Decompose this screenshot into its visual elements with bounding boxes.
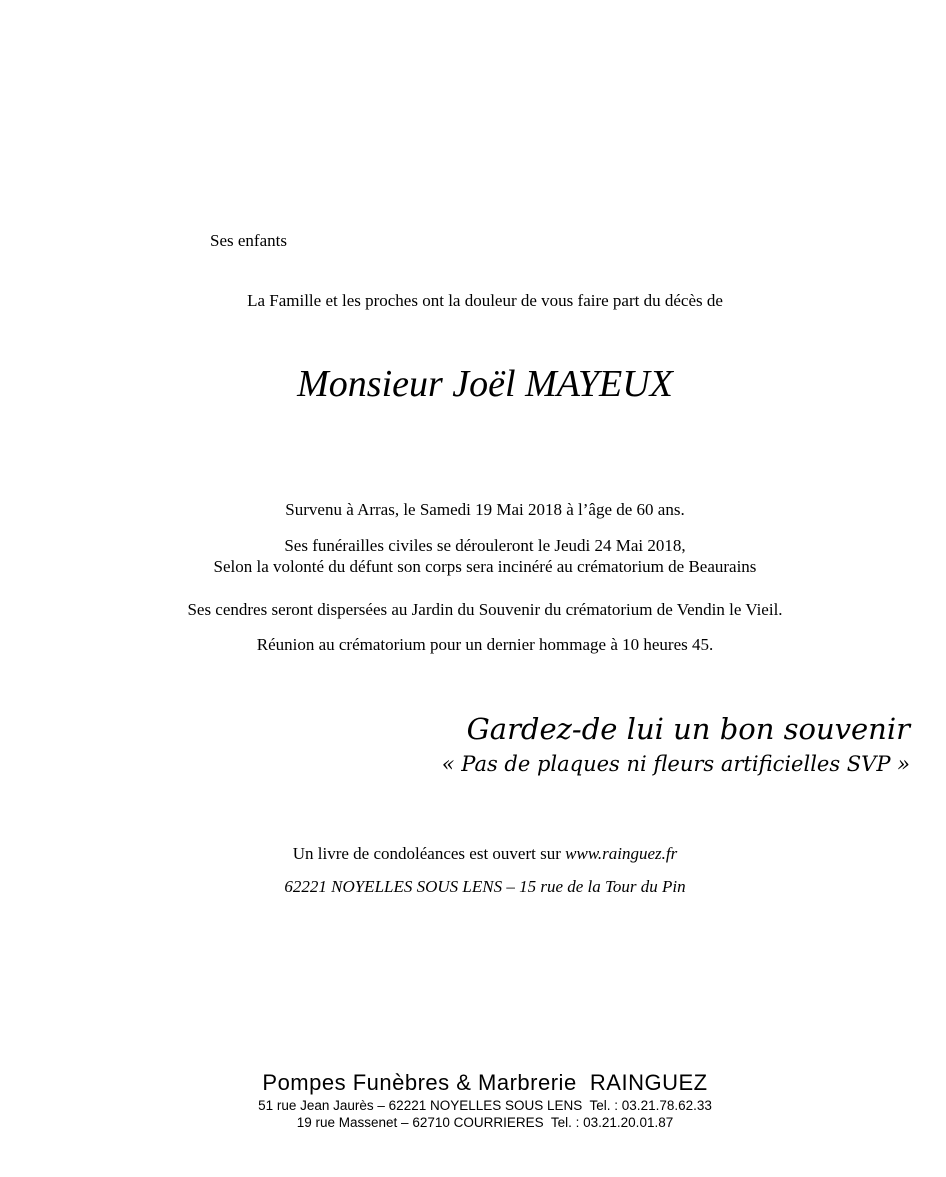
intro-line: La Famille et les proches ont la douleur de vous faire part du décès de bbox=[247, 291, 723, 310]
funeral-line-1: Ses funérailles civiles se dérouleront le Jeudi 24 Mai 2018, bbox=[284, 536, 686, 555]
funeral-home-name: Pompes Funèbres & Marbrerie RAINGUEZ bbox=[262, 1070, 708, 1095]
tribute-line-1: Gardez-de lui un bon souvenir bbox=[466, 712, 910, 746]
gathering-line: Réunion au crématorium pour un dernier hommage à 10 heures 45. bbox=[256, 635, 714, 654]
relatives-line: Ses enfants bbox=[210, 231, 287, 250]
condolence-book-text: Un livre de condoléances est ouvert sur bbox=[292, 844, 566, 863]
tribute-line-2: « Pas de plaques ni fleurs artificielles SVP » bbox=[441, 752, 910, 776]
condolence-address-line: 62221 NOYELLES SOUS LENS – 15 rue de la Tour du Pin bbox=[284, 877, 686, 896]
death-details-line: Survenu à Arras, le Samedi 19 Mai 2018 à l’âge de 60 ans. bbox=[285, 500, 685, 519]
condolence-website-text: www.rainguez.fr bbox=[565, 844, 678, 863]
funeral-home-address-2: 19 rue Massenet – 62710 COURRIERES Tel. : 03.21.20.01.87 bbox=[296, 1115, 674, 1130]
funeral-line-2: Selon la volonté du défunt son corps sera incinéré au crématorium de Beaurains bbox=[213, 557, 757, 576]
ashes-line: Ses cendres seront dispersées au Jardin du Souvenir du crématorium de Vendin le Vieil. bbox=[187, 600, 783, 619]
funeral-home-address-1: 51 rue Jean Jaurès – 62221 NOYELLES SOUS LENS Tel. : 03.21.78.62.33 bbox=[258, 1098, 712, 1113]
deceased-name-title: Monsieur Joël MAYEUX bbox=[297, 363, 673, 405]
condolence-book-line bbox=[24, 843, 946, 864]
